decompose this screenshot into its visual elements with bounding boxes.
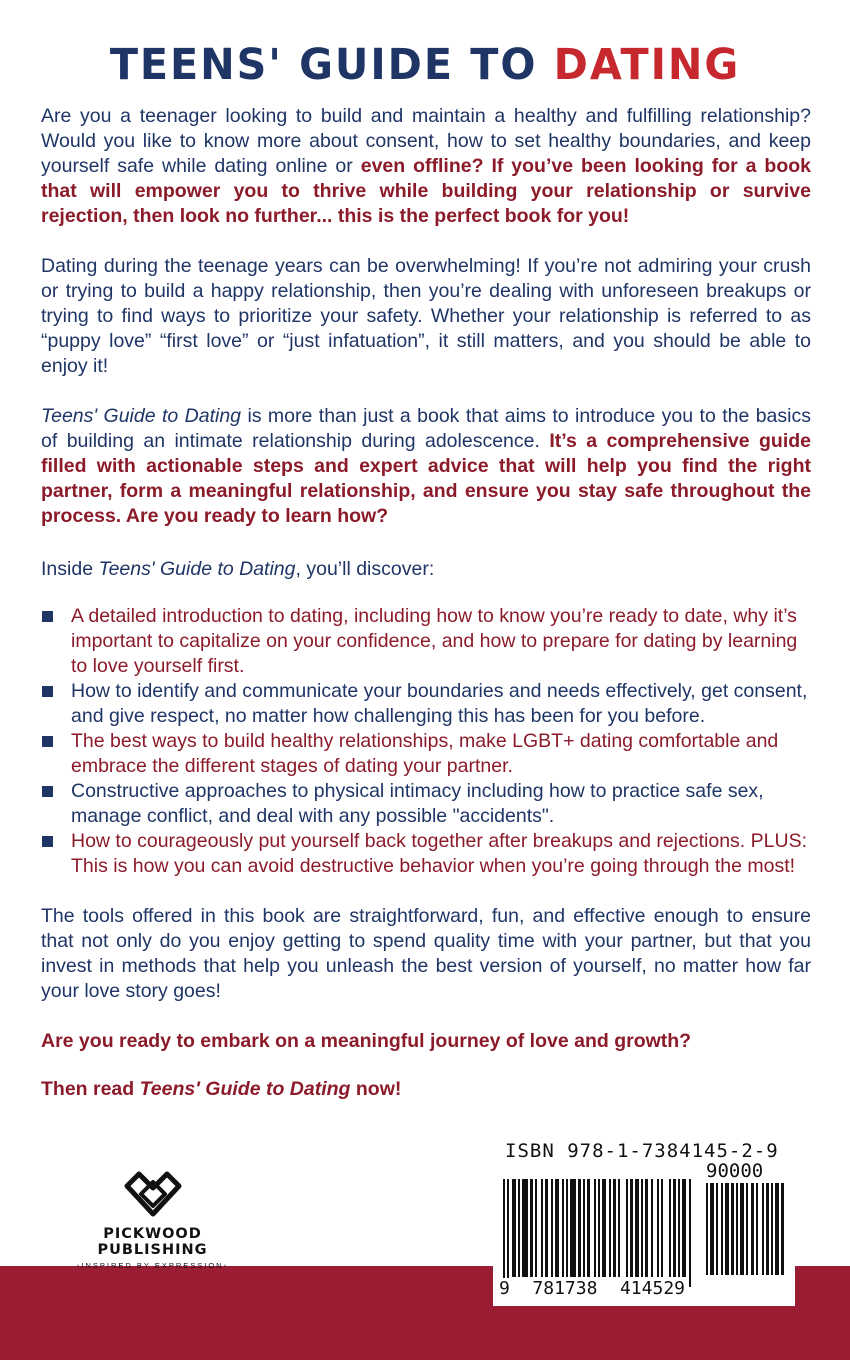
barcode-bar xyxy=(551,1179,553,1277)
barcode-bar xyxy=(562,1179,564,1277)
book-description-paragraph xyxy=(41,404,811,529)
barcode-bar xyxy=(781,1183,784,1275)
list-item xyxy=(41,679,811,729)
barcode-bar xyxy=(740,1183,744,1275)
ean-digit-group-right: 414529 xyxy=(619,1278,685,1299)
list-item-text: Constructive approaches to physical intimacy including how to practice safe sex, manage conflict, and deal with any possible "accidents". xyxy=(71,780,764,827)
list-item xyxy=(41,779,811,829)
barcode-bar xyxy=(626,1179,628,1277)
ean-digit-group-left: 781738 xyxy=(532,1278,598,1299)
ean-bars xyxy=(503,1179,693,1289)
square-bullet-icon xyxy=(42,686,53,697)
barcode-bar xyxy=(673,1179,676,1277)
square-bullet-icon xyxy=(42,736,53,747)
list-item xyxy=(41,604,811,679)
inside-post: , you’ll discover: xyxy=(295,558,435,580)
barcode-bar xyxy=(682,1179,686,1277)
list-item-text: A detailed introduction to dating, including how to know you’re ready to date, why it’s important to capitalize on your confidence, and how to prepare for dating by learning to love yourself first. xyxy=(71,605,798,677)
list-item xyxy=(41,829,811,879)
barcode-bar xyxy=(583,1179,585,1277)
barcode-bar xyxy=(635,1179,639,1277)
intro-normal: Are you a teenager looking to build and maintain a healthy and fulfilling relationship? Would you like to know more about consent, how to set healthy boundaries, and keep yourself safe while dating online or xyxy=(41,105,811,177)
intro-highlight: even offline? If you’ve been looking for a book that will empower you to thrive while building your relationship or survive rejection, then look no further... this is the perfect book for you! xyxy=(41,155,812,227)
barcode-bar xyxy=(716,1183,718,1275)
barcode-bar xyxy=(518,1179,520,1277)
barcode-bar xyxy=(503,1179,505,1287)
barcode-bar xyxy=(651,1179,653,1277)
title-part-1: TEENS' GUIDE TO xyxy=(109,40,538,90)
barcode-bar xyxy=(594,1179,596,1277)
cta-book-title: Teens' Guide to Dating xyxy=(139,1078,351,1100)
barcode-bar xyxy=(736,1183,738,1275)
barcode-bar xyxy=(618,1179,620,1277)
barcode-bar xyxy=(678,1179,680,1277)
square-bullet-icon xyxy=(42,611,53,622)
inside-book-title: Teens' Guide to Dating xyxy=(98,558,296,580)
publisher-logo xyxy=(50,1170,255,1270)
pickwood-emblem-icon xyxy=(121,1170,185,1218)
barcode-bar xyxy=(721,1183,723,1275)
barcode-bar xyxy=(641,1179,643,1277)
barcode-bar xyxy=(602,1179,606,1277)
tools-paragraph: The tools offered in this book are straightforward, fun, and effective enough to ensure that not only do you enjoy getting to spend quality time with your partner, but that you invest in methods that help you unleash the best version of yourself, no matter how far your love story goes! xyxy=(41,905,811,1002)
barcode-bar xyxy=(751,1183,754,1275)
square-bullet-icon xyxy=(42,836,53,847)
barcode-bar xyxy=(587,1179,590,1277)
publisher-name: PICKWOOD PUBLISHING xyxy=(97,1226,208,1258)
barcode-bar xyxy=(522,1179,528,1277)
square-bullet-icon xyxy=(42,786,53,797)
barcode-bar xyxy=(613,1179,616,1277)
cta-post: now! xyxy=(350,1078,402,1100)
barcode-bar xyxy=(746,1183,748,1275)
description-highlight: It’s a comprehensive guide filled with actionable steps and expert advice that will help you find the right partner, form a meaningful relationship, and ensure you stay safe throughout the process. Are you ready to learn how? xyxy=(41,430,811,527)
list-item-text: How to courageously put yourself back together after breakups and rejections. PLUS: This is how you can avoid destructive behavior when you’re going through the most! xyxy=(71,830,807,877)
description-normal: is more than just a book that aims to introduce you to the basics of building an intimate relationship during adolescence. xyxy=(41,405,811,452)
inside-intro xyxy=(41,557,811,582)
barcode-bar xyxy=(570,1179,576,1277)
barcode-bar xyxy=(756,1183,758,1275)
barcode-bar xyxy=(609,1179,611,1277)
intro-paragraph xyxy=(41,104,811,229)
barcode-bar xyxy=(630,1179,633,1277)
barcode-bar xyxy=(731,1183,734,1275)
list-item-text: The best ways to build healthy relationships, make LGBT+ dating comfortable and embrace the different stages of dating your partner. xyxy=(71,730,779,777)
barcode-bar xyxy=(725,1183,729,1275)
barcode-bar xyxy=(598,1179,600,1277)
barcode-bar xyxy=(555,1179,559,1277)
barcode-bar xyxy=(507,1179,509,1287)
barcode-bar xyxy=(762,1183,764,1275)
barcode-bar xyxy=(661,1179,663,1277)
barcode-bar xyxy=(669,1179,671,1277)
publisher-tagline: ›INSPIRED BY EXPRESSION‹ xyxy=(76,1261,229,1270)
barcode-bar xyxy=(706,1183,708,1275)
ean-digit-first: 9 xyxy=(499,1278,510,1299)
barcode-bar xyxy=(578,1179,581,1277)
price-code: 90000 xyxy=(706,1160,764,1182)
barcode-bar xyxy=(645,1179,648,1277)
back-cover-copy xyxy=(41,104,811,1102)
book-title xyxy=(17,40,833,90)
barcode-bar xyxy=(566,1179,568,1277)
barcode-bar xyxy=(766,1183,769,1275)
barcode-bar xyxy=(775,1183,779,1275)
isbn-number: ISBN 978-1-7384145-2-9 xyxy=(505,1140,779,1162)
addon-bars xyxy=(706,1183,788,1275)
dating-paragraph: Dating during the teenage years can be overwhelming! If you’re not admiring your crush or trying to build a happy relationship, then you’re dealing with unforeseen breakups or trying to find ways to prioritize your safety. Whether your relationship is referred to as “puppy love” “first love” or “just infatuation”, it still matters, and you should be able to enjoy it! xyxy=(41,255,811,377)
isbn-barcode xyxy=(493,1128,795,1306)
call-to-action-question: Are you ready to embark on a meaningful journey of love and growth? xyxy=(41,1030,692,1052)
list-item xyxy=(41,729,811,779)
barcode-bar xyxy=(689,1179,691,1287)
book-title-italic: Teens' Guide to Dating xyxy=(41,405,242,427)
barcode-bar xyxy=(545,1179,548,1277)
barcode-bar xyxy=(512,1179,516,1277)
inside-pre: Inside xyxy=(41,558,99,580)
barcode-bar xyxy=(771,1183,773,1275)
list-item-text: How to identify and communicate your boundaries and needs effectively, get consent, and give respect, no matter how challenging this has been for you before. xyxy=(71,680,808,727)
feature-list xyxy=(41,604,811,879)
cta-pre: Then read xyxy=(41,1078,140,1100)
barcode-bar xyxy=(535,1179,537,1277)
barcode-bar xyxy=(541,1179,543,1277)
ean-digits xyxy=(497,1278,687,1299)
title-part-2: DATING xyxy=(553,40,741,90)
call-to-action xyxy=(41,1077,811,1102)
barcode-bar xyxy=(657,1179,659,1277)
barcode-bar xyxy=(530,1179,533,1277)
barcode-bar xyxy=(710,1183,714,1275)
